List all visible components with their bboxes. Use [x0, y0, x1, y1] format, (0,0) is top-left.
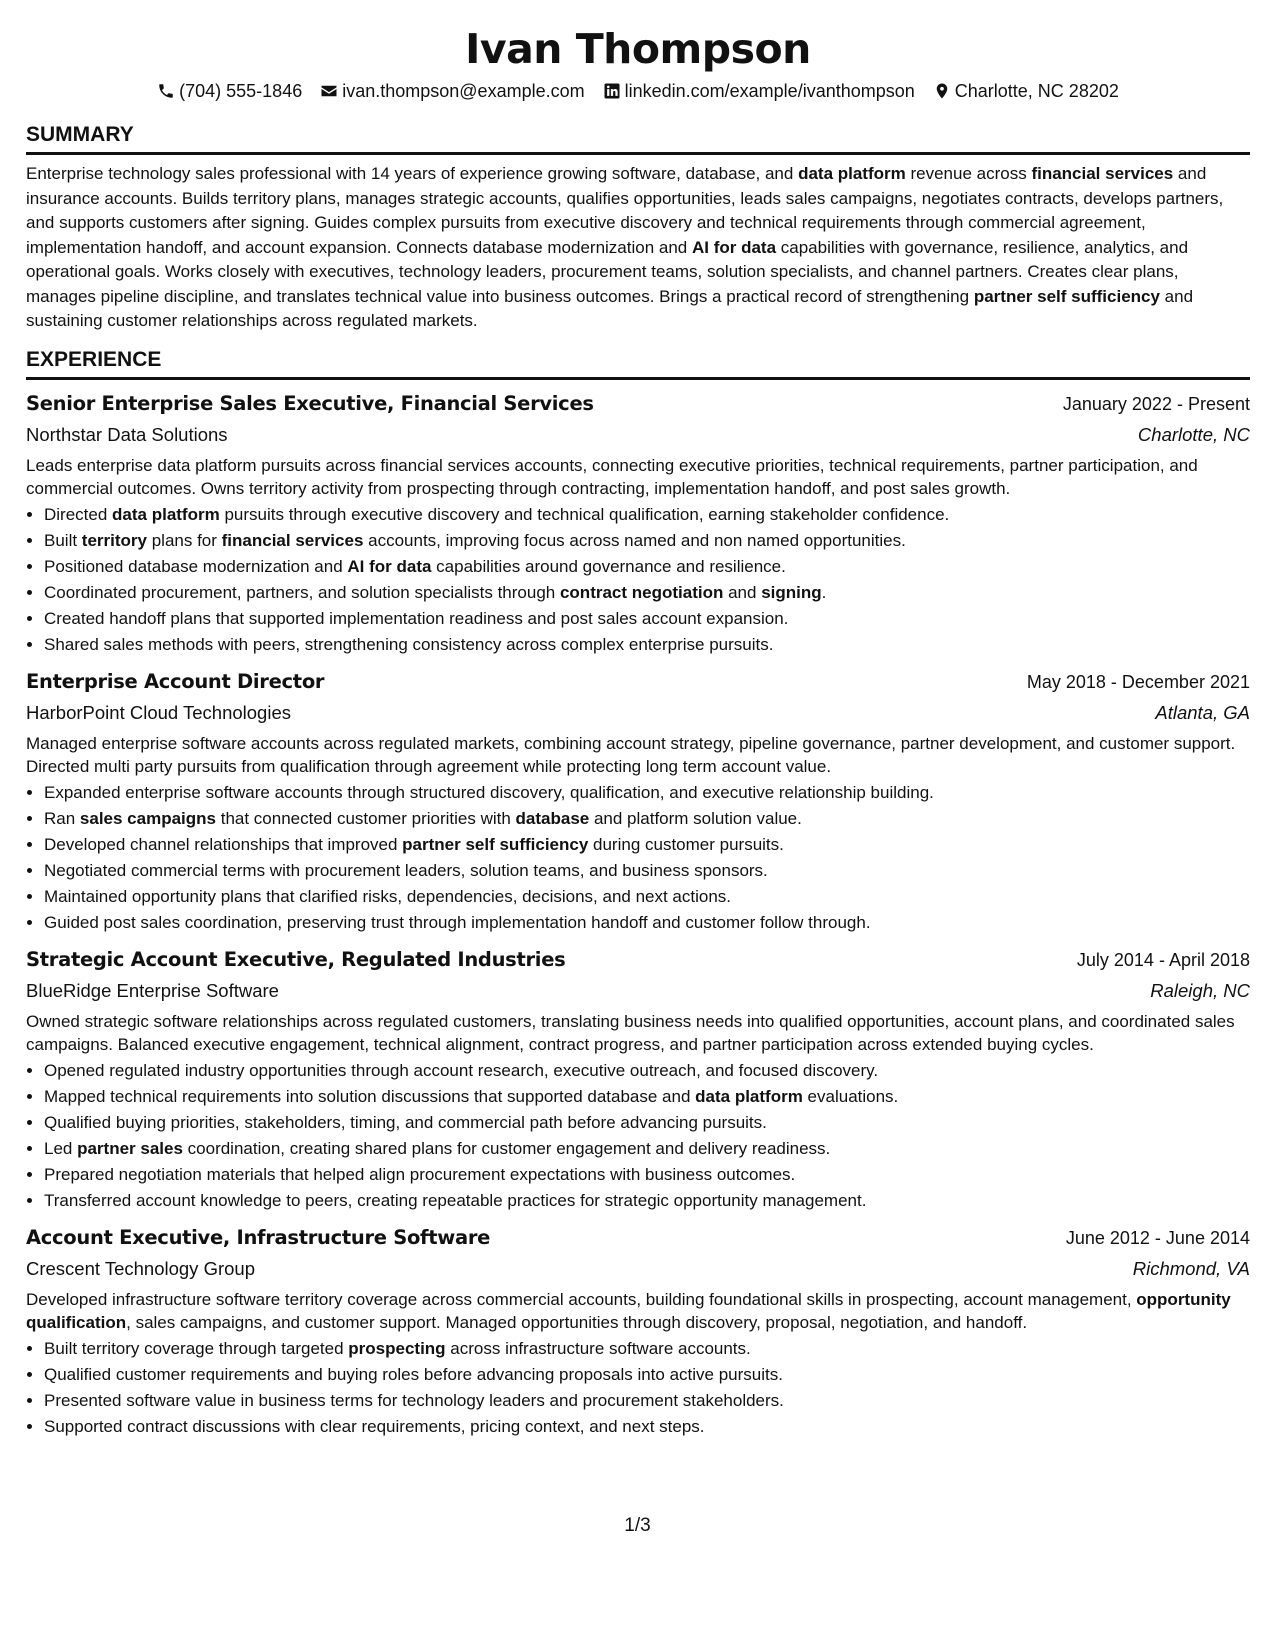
- job-bullets: [26, 780, 1250, 936]
- text-run: and: [723, 582, 762, 602]
- job-entry: [26, 666, 1250, 936]
- section-title-experience: EXPERIENCE: [26, 347, 162, 371]
- text-run: pursuits through executive discovery and technical qualification, earning stakeholder confidence.: [219, 504, 950, 524]
- bold-keyword: partner self sufficiency: [402, 834, 589, 854]
- job-dates: May 2018 - December 2021: [1026, 671, 1250, 692]
- bullet-item: [44, 1136, 1250, 1162]
- bold-keyword: financial services: [221, 530, 364, 550]
- text-run: Qualified customer requirements and buying roles before advancing proposals into active pursuits.: [44, 1364, 783, 1384]
- job-location: Raleigh, NC: [1150, 979, 1250, 1001]
- bold-keyword: contract negotiation: [559, 582, 724, 602]
- candidate-name: Ivan Thompson: [465, 25, 811, 73]
- contact-bar: [26, 78, 1250, 104]
- job-location: Atlanta, GA: [1155, 701, 1250, 723]
- bold-keyword: data platform: [695, 1086, 803, 1106]
- job-description: [26, 454, 1250, 501]
- bullet-item: [44, 910, 1250, 936]
- text-run: Owned strategic software relationships across regulated customers, translating business needs into qualified opportunities, account plans, and coordinated sales campaigns. Balanced executive engagement, technical alignment, contract progress, and partner participation across extended buying cycles.: [26, 1011, 1235, 1054]
- text-run: during customer pursuits.: [588, 834, 784, 854]
- text-run: and insurance accounts. Builds territory plans, manages strategic accounts, qualifies opportunities, leads sales campaigns, negotiates contracts, develops partners, and supports customers after signing. Guides complex pursuits from executive discovery and technical requirements through commercial agreement, implementation handoff, and account expansion. Connects database modernization and: [26, 164, 1224, 257]
- bullet-item: [44, 1058, 1250, 1084]
- bullet-item: [44, 1084, 1250, 1110]
- envelope-icon: [320, 82, 338, 100]
- text-run: capabilities around governance and resilience.: [431, 556, 786, 576]
- bullet-item: [44, 632, 1250, 658]
- job-company: Crescent Technology Group: [26, 1257, 255, 1279]
- job-list: [26, 388, 1250, 1440]
- experience-section: [26, 347, 1250, 1440]
- text-run: plans for: [146, 530, 222, 550]
- bullet-item: [44, 606, 1250, 632]
- bullet-item: [44, 1110, 1250, 1136]
- bold-keyword: data platform: [798, 164, 906, 183]
- text-run: Qualified buying priorities, stakeholders, timing, and commercial path before advancing pursuits.: [44, 1112, 767, 1132]
- job-company: BlueRidge Enterprise Software: [26, 979, 279, 1001]
- email-text: ivan.thompson@example.com: [342, 81, 585, 101]
- text-run: Ran: [44, 808, 80, 828]
- job-entry: [26, 388, 1250, 658]
- text-run: Prepared negotiation materials that helped align procurement expectations with business outcomes.: [44, 1164, 796, 1184]
- text-run: Expanded enterprise software accounts through structured discovery, qualification, and executive relationship building.: [44, 782, 934, 802]
- text-run: coordination, creating shared plans for customer engagement and delivery readiness.: [182, 1138, 831, 1158]
- bold-keyword: prospecting: [348, 1338, 446, 1358]
- section-divider: [26, 152, 1250, 155]
- job-location: Richmond, VA: [1132, 1257, 1250, 1279]
- text-run: and sustaining customer relationships across regulated markets.: [26, 286, 1194, 330]
- resume-page: [26, 22, 1250, 1440]
- text-run: Shared sales methods with peers, strengthening consistency across complex enterprise pursuits.: [44, 634, 774, 654]
- bold-keyword: partner sales: [77, 1138, 183, 1158]
- bold-keyword: AI for data: [691, 237, 777, 257]
- summary-text: [26, 162, 1250, 334]
- bullet-item: [44, 806, 1250, 832]
- text-run: Built: [44, 530, 82, 550]
- job-description: [26, 732, 1250, 779]
- bullet-item: [44, 1388, 1250, 1414]
- bullet-item: [44, 502, 1250, 528]
- job-description: [26, 1288, 1250, 1335]
- linkedin-icon: [603, 82, 621, 100]
- bold-keyword: AI for data: [347, 556, 432, 576]
- job-dates: July 2014 - April 2018: [1076, 949, 1250, 970]
- bullet-item: [44, 528, 1250, 554]
- bullet-item: [44, 554, 1250, 580]
- text-run: Developed channel relationships that improved: [44, 834, 403, 854]
- summary-section: [26, 122, 1250, 334]
- text-run: Transferred account knowledge to peers, creating repeatable practices for strategic opportunity management.: [44, 1190, 867, 1210]
- bullet-item: [44, 884, 1250, 910]
- text-run: Maintained opportunity plans that clarified risks, dependencies, decisions, and next actions.: [44, 886, 732, 906]
- bullet-item: [44, 1188, 1250, 1214]
- text-run: that connected customer priorities with: [216, 808, 516, 828]
- job-header: [26, 666, 1250, 698]
- text-run: .: [821, 582, 827, 602]
- text-run: Negotiated commercial terms with procurement leaders, solution teams, and business sponsors.: [44, 860, 768, 880]
- text-run: Led: [44, 1138, 78, 1158]
- job-title: Enterprise Account Director: [26, 669, 325, 693]
- text-run: revenue across: [905, 164, 1032, 183]
- job-subheader: [26, 420, 1250, 450]
- text-run: and platform solution value.: [589, 808, 802, 828]
- text-run: evaluations.: [802, 1086, 899, 1106]
- linkedin-text: linkedin.com/example/ivanthompson: [624, 81, 915, 101]
- bold-keyword: sales campaigns: [79, 808, 216, 828]
- bullet-item: [44, 858, 1250, 884]
- text-run: Presented software value in business terms for technology leaders and procurement stakeholders.: [44, 1390, 784, 1410]
- text-run: Developed infrastructure software territory coverage across commercial accounts, building foundational skills in prospecting, account management,: [26, 1289, 1137, 1309]
- job-header: [26, 388, 1250, 420]
- bold-keyword: territory: [81, 530, 147, 550]
- job-company: Northstar Data Solutions: [26, 423, 228, 445]
- contact-location: [933, 78, 1119, 104]
- phone-text: (704) 555-1846: [179, 81, 303, 101]
- text-run: Coordinated procurement, partners, and solution specialists through: [44, 582, 560, 602]
- job-bullets: [26, 1336, 1250, 1440]
- text-run: Created handoff plans that supported implementation readiness and post sales account expansion.: [44, 608, 789, 628]
- text-run: across infrastructure software accounts.: [445, 1338, 751, 1358]
- text-run: , sales campaigns, and customer support. Managed opportunities through discovery, proposal, negotiation, and handoff.: [126, 1313, 1028, 1332]
- text-run: Managed enterprise software accounts across regulated markets, combining account strategy, pipeline governance, partner development, and customer support. Directed multi party pursuits from qualification through agreement while protecting long term account value.: [26, 733, 1236, 776]
- text-run: Directed: [44, 504, 113, 524]
- text-run: Enterprise technology sales professional with 14 years of experience growing software, database, and: [26, 164, 799, 183]
- job-entry: [26, 1222, 1250, 1440]
- bullet-item: [44, 580, 1250, 606]
- bold-keyword: database: [515, 808, 590, 828]
- job-bullets: [26, 502, 1250, 658]
- job-description: [26, 1010, 1250, 1057]
- text-run: accounts, improving focus across named and non named opportunities.: [363, 530, 906, 550]
- text-run: Guided post sales coordination, preserving trust through implementation handoff and customer follow through.: [44, 912, 871, 932]
- bullet-item: [44, 832, 1250, 858]
- job-subheader: [26, 698, 1250, 728]
- job-entry: [26, 944, 1250, 1214]
- map-pin-icon: [933, 82, 951, 100]
- text-run: Opened regulated industry opportunities through account research, executive outreach, and focused discovery.: [44, 1060, 879, 1080]
- text-run: Mapped technical requirements into solution discussions that supported database and: [44, 1086, 696, 1106]
- bullet-item: [44, 780, 1250, 806]
- job-header: [26, 944, 1250, 976]
- text-run: Positioned database modernization and: [44, 556, 348, 576]
- bold-keyword: opportunity qualification: [26, 1289, 1231, 1332]
- bullet-item: [44, 1362, 1250, 1388]
- contact-phone: [157, 78, 302, 104]
- job-dates: January 2022 - Present: [1062, 393, 1250, 414]
- job-header: [26, 1222, 1250, 1254]
- section-title-summary: SUMMARY: [26, 123, 134, 146]
- page-number: 1/3: [624, 1515, 651, 1536]
- bold-keyword: data platform: [112, 504, 220, 524]
- bullet-item: [44, 1414, 1250, 1440]
- contact-linkedin[interactable]: [603, 78, 915, 104]
- bold-keyword: signing: [761, 582, 822, 602]
- job-title: Senior Enterprise Sales Executive, Financial Services: [26, 391, 594, 415]
- location-text: Charlotte, NC 28202: [954, 81, 1119, 101]
- job-dates: June 2012 - June 2014: [1065, 1227, 1250, 1248]
- job-title: Account Executive, Infrastructure Software: [26, 1225, 491, 1249]
- job-location: Charlotte, NC: [1137, 423, 1250, 445]
- job-company: HarborPoint Cloud Technologies: [26, 701, 291, 723]
- text-run: capabilities with governance, resilience, analytics, and operational goals. Works closely with executives, technology leaders, procurement teams, solution specialists, and channel partners. Creates clear plans, manages pipeline discipline, and translates technical value into business outcomes. Brings a practical record of strengthening: [26, 237, 1189, 306]
- bold-keyword: partner self sufficiency: [973, 286, 1160, 306]
- bullet-item: [44, 1336, 1250, 1362]
- text-run: Built territory coverage through targeted: [44, 1338, 349, 1358]
- contact-email[interactable]: [320, 78, 584, 104]
- text-run: Leads enterprise data platform pursuits across financial services accounts, connecting executive priorities, technical requirements, partner participation, and commercial outcomes. Owns territory activity from prospecting through contracting, implementation handoff, and post sales growth.: [26, 455, 1198, 498]
- phone-icon: [157, 82, 175, 100]
- text-run: Supported contract discussions with clear requirements, pricing context, and next steps.: [44, 1416, 705, 1436]
- bold-keyword: financial services: [1031, 164, 1174, 183]
- job-title: Strategic Account Executive, Regulated Industries: [26, 947, 566, 971]
- section-divider: [26, 377, 1250, 380]
- job-subheader: [26, 976, 1250, 1006]
- bullet-item: [44, 1162, 1250, 1188]
- job-subheader: [26, 1254, 1250, 1284]
- job-bullets: [26, 1058, 1250, 1214]
